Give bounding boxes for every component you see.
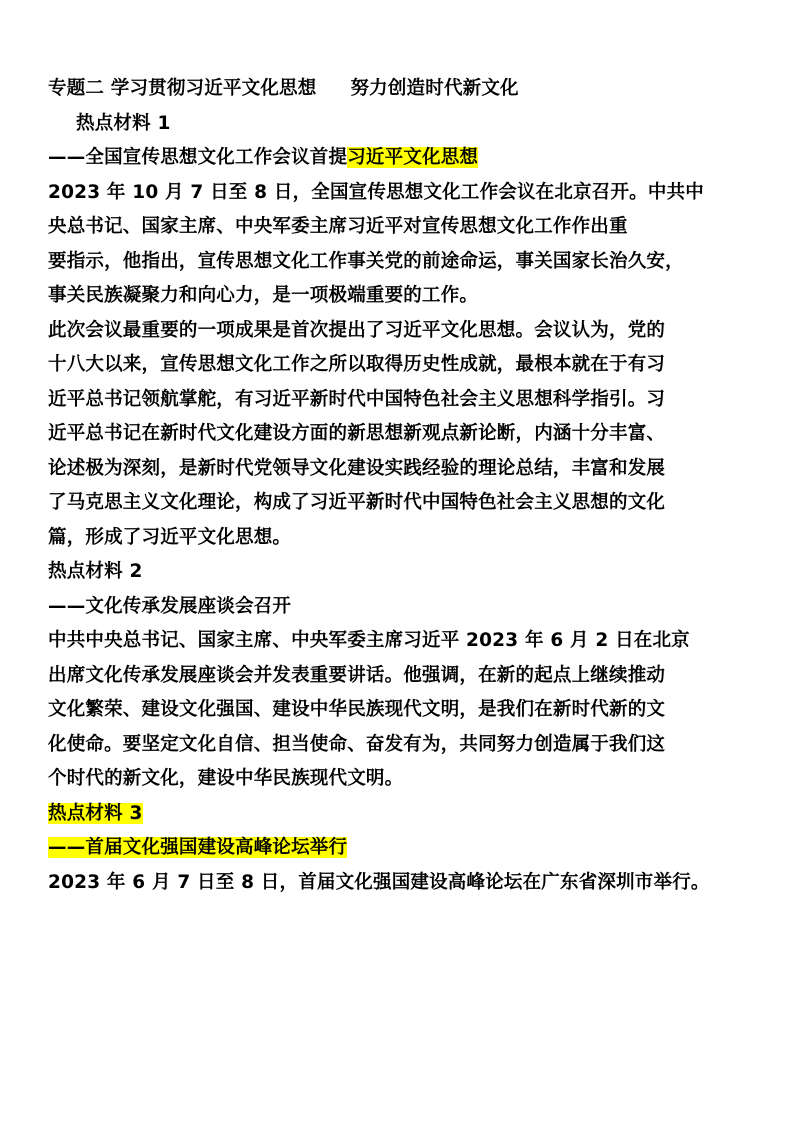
paragraph-line: 央总书记、国家主席、中央军委主席习近平对宣传思想文化工作作出重 xyxy=(48,216,628,237)
section-3-paragraph xyxy=(48,866,768,901)
title-part-1: 专题二 学习贯彻习近平文化思想 xyxy=(48,78,317,99)
paragraph-line: 近平总书记在新时代文化建设方面的新思想新观点新论断，内涵十分丰富、 xyxy=(48,423,666,444)
paragraph-line: 此次会议最重要的一项成果是首次提出了习近平文化思想。会议认为，党的 xyxy=(48,319,666,341)
paragraph-line: 十八大以来，宣传思想文化工作之所以取得历史性成就，最根本就在于有习 xyxy=(48,354,666,375)
section-2-paragraph xyxy=(48,624,768,797)
paragraph-line: 事关民族凝聚力和向心力，是一项极端重要的工作。 xyxy=(48,285,479,306)
document-page xyxy=(48,72,768,900)
paragraph-line: 文化繁荣、建设文化强国、建设中华民族现代文明，是我们在新时代新的文 xyxy=(48,699,666,720)
paragraph-line: 中共中央总书记、国家主席、中央军委主席习近平 2023 年 6 月 2 日在北京 xyxy=(48,630,690,651)
paragraph-line: 要指示，他指出，宣传思想文化工作事关党的前途命运，事关国家长治久安， xyxy=(48,250,684,272)
section-3-heading xyxy=(48,797,768,832)
section-3-subtitle xyxy=(48,831,768,866)
paragraph-line: 2023 年 10 月 7 日至 8 日，全国宣传思想文化工作会议在北京召开。中共中 xyxy=(48,181,704,203)
paragraph-line: 出席文化传承发展座谈会并发表重要讲话。他强调，在新的起点上继续推动 xyxy=(48,664,666,686)
section-1-heading: 热点材料 1 xyxy=(76,112,171,134)
section-2-heading: 热点材料 2 xyxy=(48,561,143,582)
paragraph-line: 近平总书记领航掌舵，有习近平新时代中国特色社会主义思想科学指引。习 xyxy=(48,388,666,410)
paragraph-line: 2023 年 6 月 7 日至 8 日，首届文化强国建设高峰论坛在广东省深圳市举行。 xyxy=(48,871,710,893)
title-part-2: 努力创造时代新文化 xyxy=(350,78,519,99)
paragraph-line: 篇，形成了习近平文化思想。 xyxy=(48,526,292,548)
section-1-paragraph-2 xyxy=(48,314,768,556)
paragraph-line: 论述极为深刻，是新时代党领导文化建设实践经验的理论总结，丰富和发展 xyxy=(48,457,666,479)
section-3-heading-highlight: 热点材料 3 xyxy=(48,802,143,824)
document-title xyxy=(48,72,768,107)
paragraph-line: 化使命。要坚定文化自信、担当使命、奋发有为，共同努力创造属于我们这 xyxy=(48,733,666,755)
paragraph-line: 了马克思主义文化理论，构成了习近平新时代中国特色社会主义思想的文化 xyxy=(48,492,666,513)
section-1-subtitle-text: ——全国宣传思想文化工作会议首提 xyxy=(48,147,348,168)
section-1-paragraph-1 xyxy=(48,176,768,314)
paragraph-line: 个时代的新文化，建设中华民族现代文明。 xyxy=(48,768,404,789)
section-1-subtitle xyxy=(48,141,768,176)
section-1-subtitle-highlight: 习近平文化思想 xyxy=(347,147,479,168)
section-3-subtitle-highlight: ——首届文化强国建设高峰论坛举行 xyxy=(48,837,348,858)
section-2-subtitle: ——文化传承发展座谈会召开 xyxy=(48,595,292,617)
